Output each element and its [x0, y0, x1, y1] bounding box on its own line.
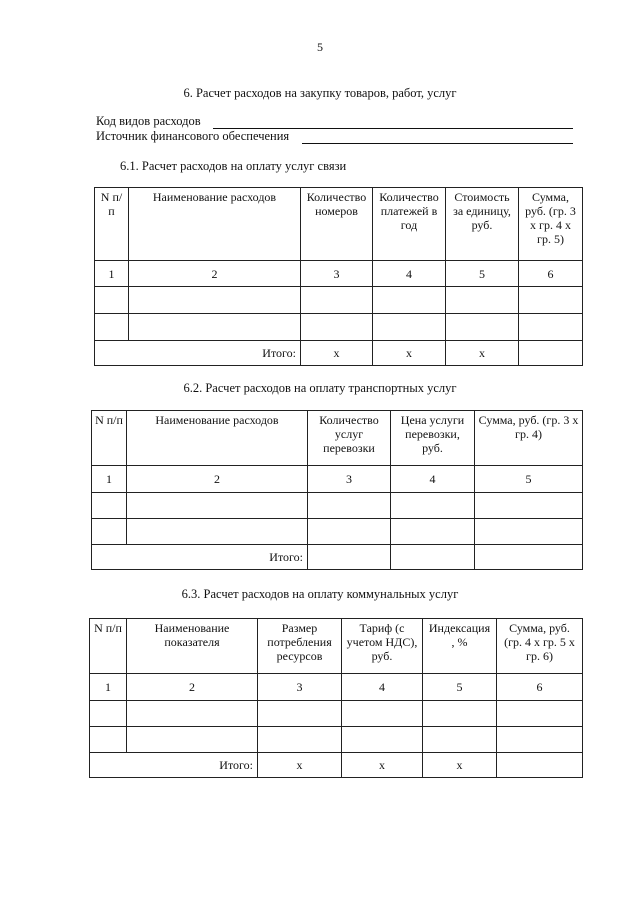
- total-mark: x: [446, 341, 519, 366]
- table-6-2: [91, 410, 583, 570]
- page-number: 5: [317, 40, 323, 54]
- empty-cell[interactable]: [129, 287, 301, 314]
- empty-cell[interactable]: [90, 701, 127, 727]
- column-number-row: [95, 261, 583, 287]
- header-cell-num: N п/п: [90, 619, 127, 674]
- empty-cell[interactable]: [95, 287, 129, 314]
- empty-cell[interactable]: [497, 727, 583, 753]
- empty-cell[interactable]: [475, 545, 583, 570]
- empty-cell[interactable]: [519, 314, 583, 341]
- column-number: 5: [423, 674, 497, 701]
- empty-cell[interactable]: [127, 727, 258, 753]
- header-cell-col5: Индексация , %: [423, 619, 497, 674]
- total-sum-cell[interactable]: [519, 341, 583, 366]
- table-6-1-title: 6.1. Расчет расходов на оплату услуг связи: [120, 159, 347, 173]
- column-number: 4: [391, 466, 475, 493]
- empty-cell[interactable]: [92, 493, 127, 519]
- empty-cell[interactable]: [391, 493, 475, 519]
- column-number: 6: [519, 261, 583, 287]
- total-row: [95, 341, 583, 366]
- empty-cell[interactable]: [129, 314, 301, 341]
- header-cell-col4: Тариф (с учетом НДС), руб.: [342, 619, 423, 674]
- expense-code-label: Код видов расходов: [96, 114, 201, 128]
- column-number: 6: [497, 674, 583, 701]
- empty-cell[interactable]: [391, 545, 475, 570]
- table-6-3-title: 6.3. Расчет расходов на оплату коммунальных услуг: [181, 587, 459, 601]
- empty-cell[interactable]: [308, 519, 391, 545]
- empty-cell[interactable]: [497, 701, 583, 727]
- empty-cell[interactable]: [423, 727, 497, 753]
- funding-source-field: [96, 129, 289, 144]
- table-6-3: [89, 618, 583, 778]
- column-number: 2: [127, 674, 258, 701]
- header-cell-col3: Количество номеров: [301, 188, 373, 261]
- column-number: 3: [258, 674, 342, 701]
- column-number: 1: [92, 466, 127, 493]
- table-header-row: [92, 411, 583, 466]
- header-cell-col3: Количество услуг перевозки: [308, 411, 391, 466]
- empty-cell[interactable]: [446, 314, 519, 341]
- header-cell-num: N п/п: [95, 188, 129, 261]
- table-row: [92, 519, 583, 545]
- funding-source-blank[interactable]: [302, 143, 573, 144]
- table-row: [92, 493, 583, 519]
- total-mark: x: [258, 753, 342, 778]
- empty-cell[interactable]: [308, 545, 391, 570]
- total-mark: x: [301, 341, 373, 366]
- empty-cell[interactable]: [258, 701, 342, 727]
- empty-cell[interactable]: [519, 287, 583, 314]
- header-cell-col5: Сумма, руб. (гр. 3 x гр. 4): [475, 411, 583, 466]
- header-cell-num: N п/п: [92, 411, 127, 466]
- empty-cell[interactable]: [301, 314, 373, 341]
- total-mark: x: [373, 341, 446, 366]
- empty-cell[interactable]: [301, 287, 373, 314]
- table-header-row: [95, 188, 583, 261]
- table-row: [95, 314, 583, 341]
- total-row: [92, 545, 583, 570]
- column-number: 1: [90, 674, 127, 701]
- empty-cell[interactable]: [127, 493, 308, 519]
- table-row: [90, 701, 583, 727]
- empty-cell[interactable]: [342, 727, 423, 753]
- header-cell-col4: Цена услуги перевозки, руб.: [391, 411, 475, 466]
- total-label: Итого:: [95, 341, 301, 366]
- total-sum-cell[interactable]: [497, 753, 583, 778]
- empty-cell[interactable]: [391, 519, 475, 545]
- column-number-row: [92, 466, 583, 493]
- header-cell-name: Наименование показателя: [127, 619, 258, 674]
- header-cell-col3: Размер потребления ресурсов: [258, 619, 342, 674]
- empty-cell[interactable]: [92, 519, 127, 545]
- column-number: 1: [95, 261, 129, 287]
- header-cell-name: Наименование расходов: [129, 188, 301, 261]
- table-row: [90, 727, 583, 753]
- funding-source-label: Источник финансового обеспечения: [96, 129, 290, 143]
- header-cell-col6: Сумма, руб. (гр. 3 x гр. 4 x гр. 5): [519, 188, 583, 261]
- section-6-title: 6. Расчет расходов на закупку товаров, работ, услуг: [183, 86, 457, 100]
- total-label: Итого:: [92, 545, 308, 570]
- column-number: 4: [342, 674, 423, 701]
- expense-code-field: [96, 114, 201, 129]
- empty-cell[interactable]: [475, 493, 583, 519]
- empty-cell[interactable]: [308, 493, 391, 519]
- empty-cell[interactable]: [90, 727, 127, 753]
- empty-cell[interactable]: [423, 701, 497, 727]
- table-header-row: [90, 619, 583, 674]
- column-number: 2: [129, 261, 301, 287]
- empty-cell[interactable]: [373, 314, 446, 341]
- empty-cell[interactable]: [258, 727, 342, 753]
- empty-cell[interactable]: [475, 519, 583, 545]
- total-row: [90, 753, 583, 778]
- empty-cell[interactable]: [446, 287, 519, 314]
- column-number: 5: [475, 466, 583, 493]
- table-row: [95, 287, 583, 314]
- empty-cell[interactable]: [342, 701, 423, 727]
- empty-cell[interactable]: [127, 519, 308, 545]
- header-cell-col6: Сумма, руб. (гр. 4 x гр. 5 x гр. 6): [497, 619, 583, 674]
- empty-cell[interactable]: [95, 314, 129, 341]
- empty-cell[interactable]: [373, 287, 446, 314]
- column-number: 5: [446, 261, 519, 287]
- table-6-1: [94, 187, 583, 366]
- total-mark: x: [423, 753, 497, 778]
- total-label: Итого:: [90, 753, 258, 778]
- column-number: 2: [127, 466, 308, 493]
- header-cell-name: Наименование расходов: [127, 411, 308, 466]
- table-6-2-title: 6.2. Расчет расходов на оплату транспортных услуг: [183, 381, 457, 395]
- total-mark: x: [342, 753, 423, 778]
- column-number: 3: [308, 466, 391, 493]
- empty-cell[interactable]: [127, 701, 258, 727]
- column-number-row: [90, 674, 583, 701]
- column-number: 4: [373, 261, 446, 287]
- header-cell-col5: Стоимость за единицу, руб.: [446, 188, 519, 261]
- column-number: 3: [301, 261, 373, 287]
- header-cell-col4: Количество платежей в год: [373, 188, 446, 261]
